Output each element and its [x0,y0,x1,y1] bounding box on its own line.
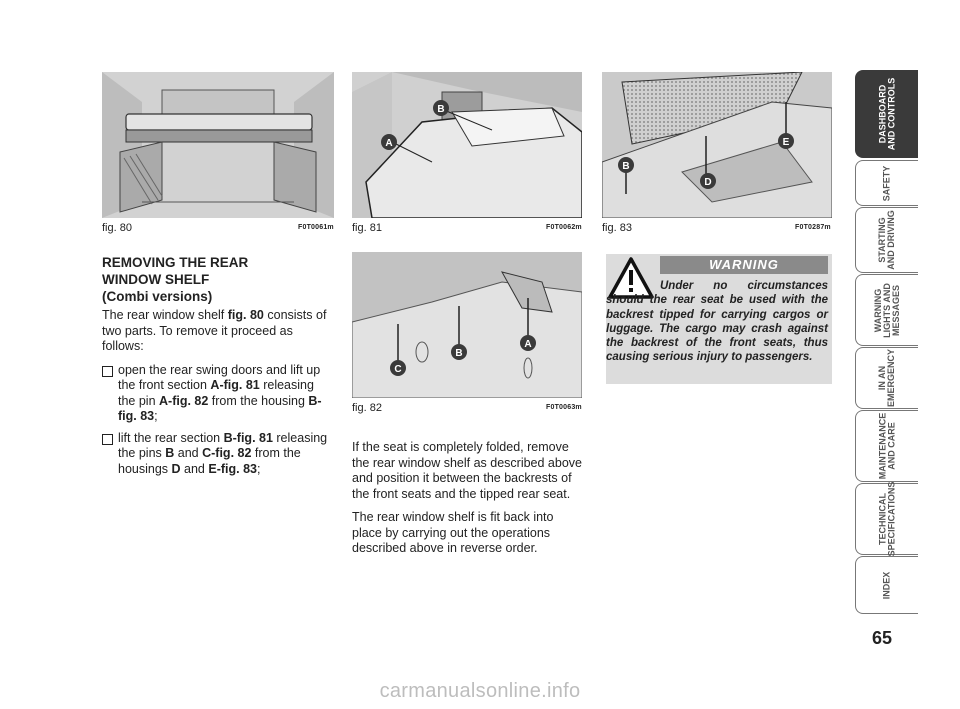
middle-column-text [352,440,582,565]
figure-83-label-b: B [622,161,630,172]
figure-81-caption: fig. 81 [352,222,382,234]
tab-in-an-emergency[interactable]: IN AN EMERGENCY [855,347,918,409]
section-heading [102,254,337,305]
intro-paragraph: The rear window shelf fig. 80 consists of two parts. To remove it proceed as follows: [102,308,327,353]
bullet-1-text: open the rear swing doors and lift up the front section A-fig. 81 releasing the pin A-fig. 82 from the housing B-fig. 83; [118,362,322,423]
figure-81-image [352,72,582,218]
tab-safety[interactable]: SAFETY [855,160,918,206]
tab-technical-specifications[interactable]: TECHNICAL SPECIFICATIONS [855,483,918,555]
figure-83-image [602,72,832,218]
figure-82-label-b: B [455,348,463,359]
tab-warning-lights-and-messages[interactable]: WARNING LIGHTS AND MESSAGES [855,274,918,346]
warning-text: Under no circumstances should the rear seat be used with the backrest tipped for carrying cargos or luggage. The cargo may crash against the backrest of the front seats, thus causing serious injury to passengers. [606,280,828,364]
figure-81-code: F0T0062m [546,224,582,231]
section-heading-line1: REMOVING THE REAR [102,255,249,270]
tab-starting-and-driving[interactable]: STARTING AND DRIVING [855,207,918,273]
figure-80-image [102,72,334,218]
figure-82-caption: fig. 82 [352,402,382,414]
figure-80-caption: fig. 80 [102,222,132,234]
checkbox-bullet-icon [102,366,113,377]
figure-82-code: F0T0063m [546,404,582,411]
figure-81-label-b: B [437,104,445,115]
figure-82-image [352,252,582,398]
bullet-2-text: lift the rear section B-fig. 81 releasing the pins B and C-fig. 82 from the housings D and E-fig. 83; [118,430,328,476]
figure-81-label-a: A [385,138,393,149]
refit-paragraph: The rear window shelf is fit back into place by carrying out the operations described above in reverse order. [352,510,554,555]
section-heading-line2: WINDOW SHELF [102,272,210,287]
tab-maintenance-and-care[interactable]: MAINTENANCE AND CARE [855,410,918,482]
instruction-list [102,363,334,478]
list-item [102,431,334,478]
list-item [102,363,334,425]
tab-dashboard-and-controls[interactable]: DASHBOARD AND CONTROLS [855,70,918,158]
figure-83-code: F0T0287m [795,224,831,231]
figure-83-caption: fig. 83 [602,222,632,234]
watermark: carmanualsonline.info [379,680,581,702]
page-number: 65 [872,628,893,648]
section-heading-line3: (Combi versions) [102,289,213,304]
figure-82-label-c: C [394,364,402,375]
figure-82-label-a: A [524,339,532,350]
warning-title: WARNING [660,256,828,274]
checkbox-bullet-icon [102,434,113,445]
figure-83-label-d: D [704,177,712,188]
figure-83-label-e: E [782,137,790,148]
folded-seat-paragraph: If the seat is completely folded, remove the rear window shelf as described above and position it between the backrests of the front seats and the tipped rear seat. [352,440,582,501]
left-column-text [102,308,334,483]
tab-index[interactable]: INDEX [855,556,918,614]
figure-80-code: F0T0061m [298,224,334,231]
